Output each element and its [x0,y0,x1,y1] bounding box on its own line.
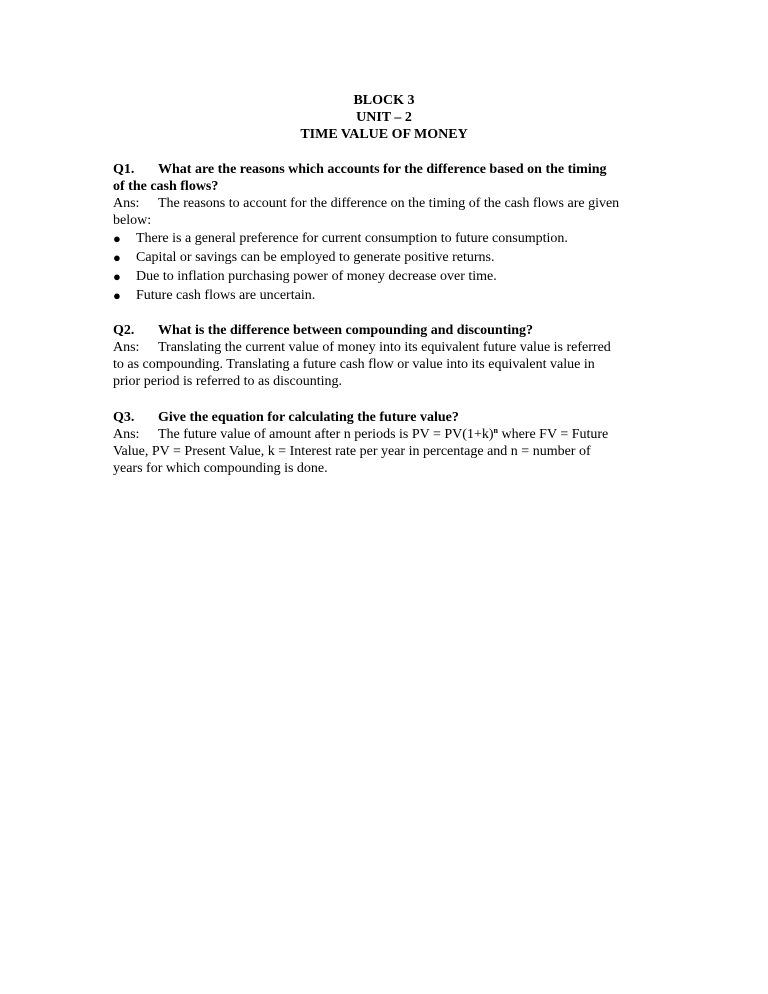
answer-3-exponent: n [493,426,498,435]
question-2-text: What is the difference between compounding and discounting? [158,323,534,338]
list-item [113,229,658,248]
answer-2-line-1 [113,339,658,356]
question-1-section [113,161,658,305]
question-2-section [113,322,658,390]
bullet-text: Due to inflation purchasing power of money decrease over time. [136,269,497,284]
answer-3-line-3: years for which compounding is done. [113,461,328,476]
bullet-icon: ● [113,288,121,303]
answer-1-text: The reasons to account for the difference on the timing of the cash flows are given [158,196,620,211]
bullet-text: Future cash flows are uncertain. [136,288,316,303]
list-item [113,267,658,286]
block-heading: BLOCK 3 [353,93,415,108]
bullet-icon: ● [113,250,121,265]
list-item [113,248,658,267]
question-3-number: Q3. [113,410,135,425]
answer-3-text-post: where FV = Future [497,427,609,442]
bullet-text: There is a general preference for current consumption to future consumption. [136,231,568,246]
question-1-line-1 [113,161,658,178]
answer-2-label: Ans: [113,340,140,355]
question-3-text: Give the equation for calculating the future value? [158,410,459,425]
question-2-number: Q2. [113,323,135,338]
answer-3-text-pre: The future value of amount after n periods is PV = PV(1+k) [158,427,494,442]
answer-2-text: Translating the current value of money into its equivalent future value is referred [158,340,611,355]
answer-1-line-2: below: [113,213,152,228]
answer-1-bullet-list [113,229,658,305]
bullet-icon: ● [113,231,121,246]
answer-3-line-1 [113,426,658,443]
question-3-section [113,409,658,477]
question-1-line-2: of the cash flows? [113,179,219,194]
answer-2-line-3: prior period is referred to as discounting. [113,374,342,389]
answer-3-line-2: Value, PV = Present Value, k = Interest rate per year in percentage and n = number of [113,444,591,459]
list-item [113,286,658,305]
bullet-icon: ● [113,269,121,284]
question-1-text: What are the reasons which accounts for the difference based on the timing [158,162,607,177]
bullet-text: Capital or savings can be employed to generate positive returns. [136,250,495,265]
document-title: TIME VALUE OF MONEY [300,127,468,142]
question-1-number: Q1. [113,162,135,177]
unit-heading: UNIT – 2 [356,110,412,125]
answer-1-line-1 [113,195,658,212]
question-2-line-1 [113,322,658,339]
answer-3-label: Ans: [113,427,140,442]
answer-2-line-2: to as compounding. Translating a future cash flow or value into its equivalent value in [113,357,595,372]
answer-1-label: Ans: [113,196,140,211]
question-3-line-1 [113,409,658,426]
